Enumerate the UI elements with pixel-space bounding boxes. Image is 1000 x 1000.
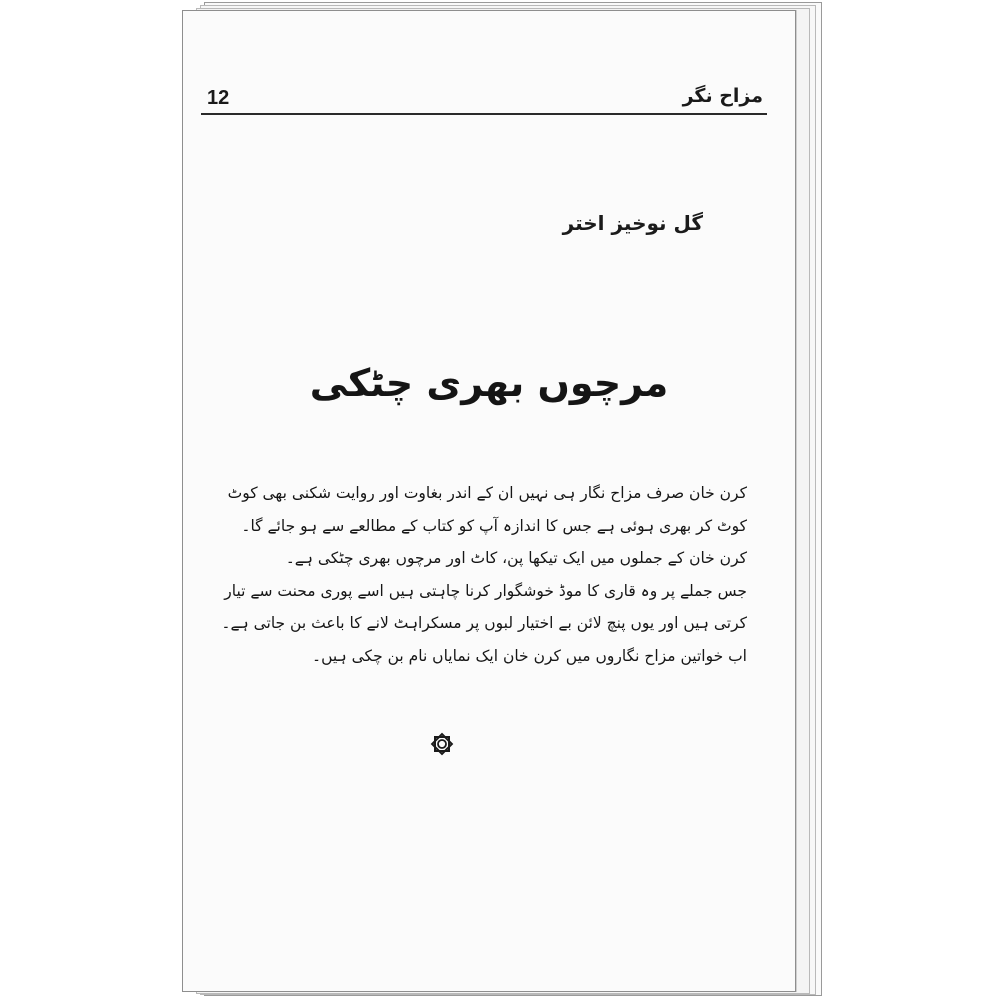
paragraph: کرن خان کے جملوں میں ایک تیکھا پن، کاٹ اور مرچوں بھری چٹکی ہے۔ [285,549,747,567]
running-head [205,87,765,113]
author-name: گل نوخیز اختر [562,211,703,235]
book-title: مزاح نگر [682,85,763,107]
book-page [182,10,796,992]
article-body [213,477,747,672]
star-ornament-icon [429,731,455,757]
paragraph: اب خواتین مزاح نگاروں میں کرن خان ایک نمایاں نام بن چکی ہیں۔ [312,646,747,665]
article-title: مرچوں بھری چٹکی [309,361,669,405]
paragraph: جس جملے پر وہ قاری کا موڈ خوشگوار کرنا چاہتی ہیں اسے پوری محنت سے تیار کرتی ہیں اور یوں پنچ لائن بے اختیار لبوں پر مسکراہٹ لانے کا باعث بن جاتی ہے۔ [221,581,747,632]
paragraph: کرن خان صرف مزاح نگار ہی نہیں ان کے اندر بغاوت اور روایت شکنی بھی کوٹ کوٹ کر بھری ہوئی ہے جس کا اندازہ آپ کو کتاب کے مطالعے سے ہو جائے گا۔ [227,484,747,535]
page-number: 12 [207,87,230,109]
header-rule [201,113,767,115]
